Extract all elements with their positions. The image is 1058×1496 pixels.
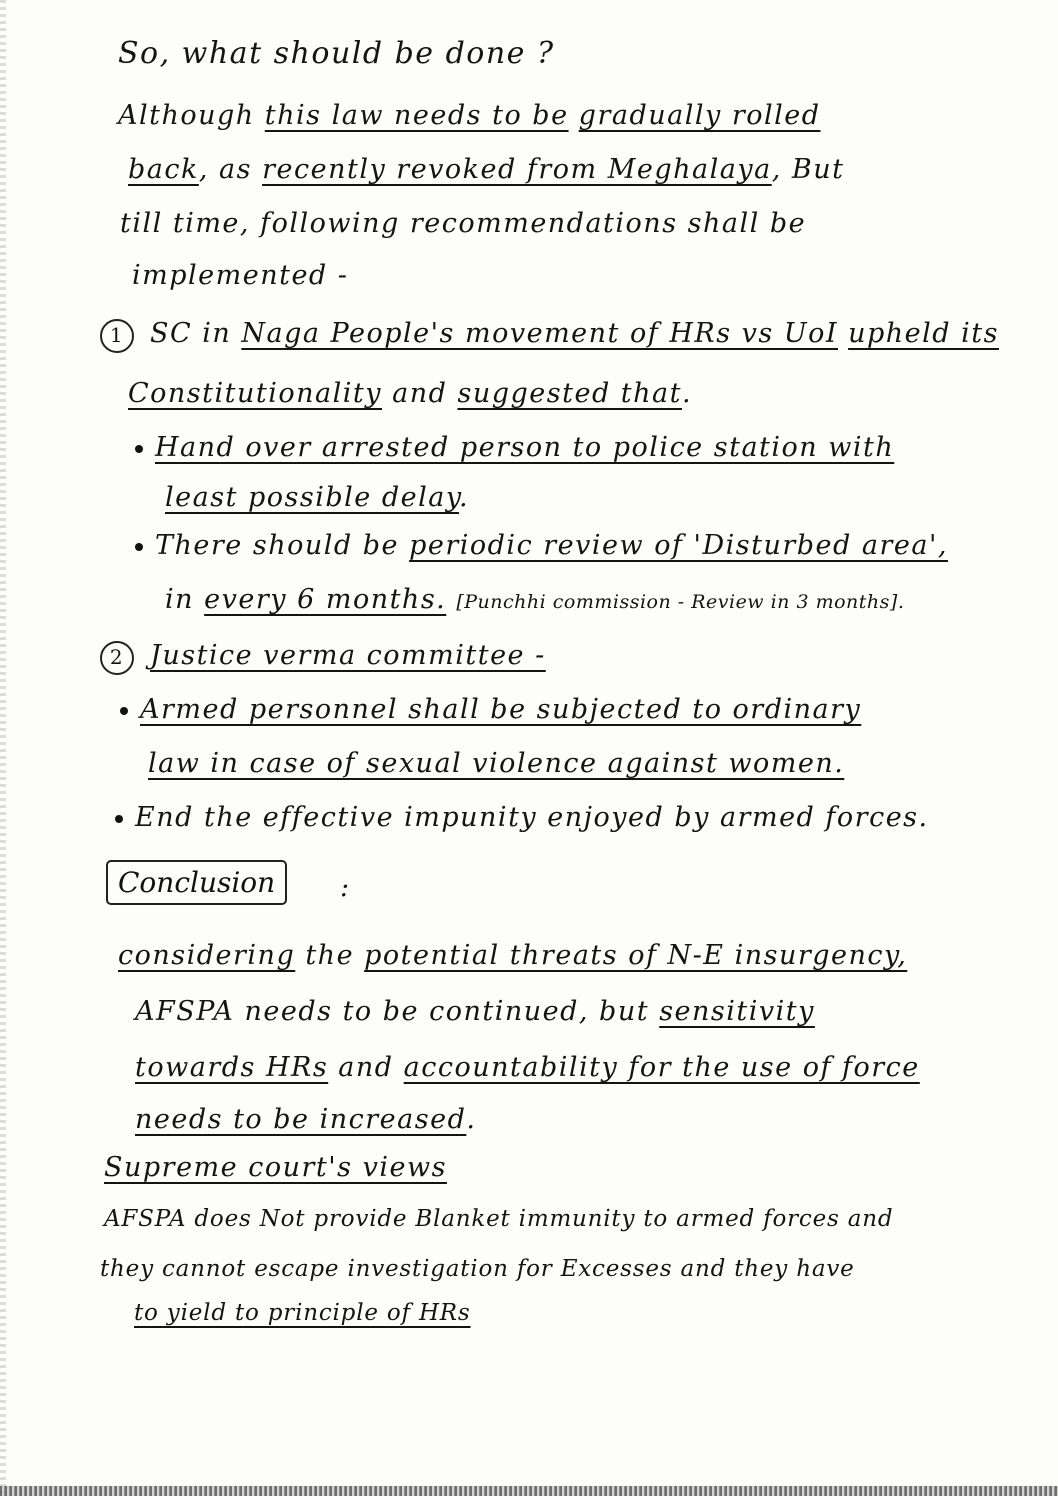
intro-but: , But	[771, 154, 845, 185]
intro-line-1	[118, 100, 821, 131]
scan-left-edge	[0, 0, 6, 1496]
point-2-number: 2	[100, 641, 134, 675]
conclusion-increased: needs to be increased	[135, 1104, 467, 1135]
intro-line-2	[128, 154, 844, 185]
point-2-bullet-2-text: End the effective impunity enjoyed by armed forces.	[135, 802, 929, 833]
conclusion-line-2	[135, 996, 815, 1027]
point-1-suggested: suggested that	[457, 378, 682, 409]
conclusion-period: .	[466, 1104, 477, 1135]
point-1-and: and	[392, 378, 448, 409]
intro-line-4: implemented -	[132, 260, 349, 291]
sc-views-line-3	[134, 1300, 471, 1326]
conclusion-afspa-continued: AFSPA needs to be continued, but	[135, 996, 650, 1027]
conclusion-colon: :	[340, 872, 351, 903]
point-2-bullet-1-text: Armed personnel shall be subjected to ordinary	[140, 694, 862, 725]
point-1-least-delay: least possible delay	[165, 482, 460, 513]
point-1-number: 1	[100, 319, 134, 353]
conclusion-line-4	[135, 1104, 476, 1135]
intro-revoked: recently revoked from Meghalaya	[262, 154, 772, 185]
conclusion-sensitivity: sensitivity	[659, 996, 815, 1027]
sc-views-title-text: Supreme court's views	[104, 1152, 447, 1183]
bullet-dot	[135, 543, 143, 551]
point-1-in: in	[165, 584, 195, 615]
point-1-constitutionality: Constitutionality	[128, 378, 382, 409]
intro-rolled: gradually rolled	[578, 100, 821, 131]
sc-views-title	[104, 1152, 447, 1183]
scan-bottom-edge	[0, 1486, 1058, 1496]
sc-views-line-1: AFSPA does Not provide Blanket immunity to armed forces and	[104, 1206, 894, 1232]
conclusion-threats: potential threats of N-E insurgency,	[364, 940, 908, 971]
conclusion-line-1	[118, 940, 907, 971]
point-1-sc-in: SC in	[150, 318, 232, 349]
point-1-line-2	[128, 378, 692, 409]
conclusion-label-box	[106, 860, 287, 905]
point-1-bullet-1-line-2	[165, 482, 469, 513]
intro-word-although: Although	[118, 100, 255, 131]
point-2-bullet-1-line-2	[148, 748, 844, 779]
intro-law-needs: this law needs to be	[264, 100, 569, 131]
point-1-periodic-review: periodic review of 'Disturbed area',	[409, 530, 948, 561]
bullet-dot	[135, 445, 143, 453]
conclusion-the: the	[305, 940, 355, 971]
sc-views-line-2: they cannot escape investigation for Excesses and they have	[100, 1256, 855, 1282]
intro-as: , as	[198, 154, 252, 185]
point-1-there-should: There should be	[155, 530, 399, 561]
point-2-title: Justice verma committee -	[150, 640, 546, 671]
conclusion-considering: considering	[118, 940, 296, 971]
point-1-bullet-2-line-2	[165, 584, 904, 615]
conclusion-and: and	[338, 1052, 394, 1083]
point-1-case-name: Naga People's movement of HRs vs UoI	[241, 318, 838, 349]
conclusion-towards-hrs: towards HRs	[135, 1052, 329, 1083]
point-1-punchhi-note: [Punchhi commission - Review in 3 months].	[456, 591, 905, 613]
page-heading: So, what should be done ?	[118, 36, 555, 71]
bullet-dot	[115, 815, 123, 823]
point-1-six-months: every 6 months.	[204, 584, 447, 615]
intro-back: back	[128, 154, 199, 185]
conclusion-accountability: accountability for the use of force	[403, 1052, 920, 1083]
conclusion-line-3	[135, 1052, 920, 1083]
point-2-line-1	[100, 640, 546, 675]
point-1-bullet-1-period: .	[459, 482, 470, 513]
conclusion-label: Conclusion	[118, 866, 276, 899]
point-1-upheld: upheld its	[848, 318, 999, 349]
point-1-bullet-1-text: Hand over arrested person to police station with	[155, 432, 895, 463]
point-1-period: .	[682, 378, 693, 409]
point-1-bullet-2-line-1	[135, 530, 948, 561]
bullet-dot	[120, 707, 128, 715]
intro-line-3: till time, following recommendations shall be	[120, 208, 807, 239]
point-2-bullet-1-line-1	[120, 694, 861, 725]
point-2-bullet-2	[115, 802, 929, 833]
point-1-bullet-1-line-1	[135, 432, 894, 463]
point-1-line-1	[100, 318, 999, 353]
sc-views-principle: to yield to principle of HRs	[134, 1300, 471, 1326]
point-2-bullet-1-text-2: law in case of sexual violence against women.	[148, 748, 845, 779]
